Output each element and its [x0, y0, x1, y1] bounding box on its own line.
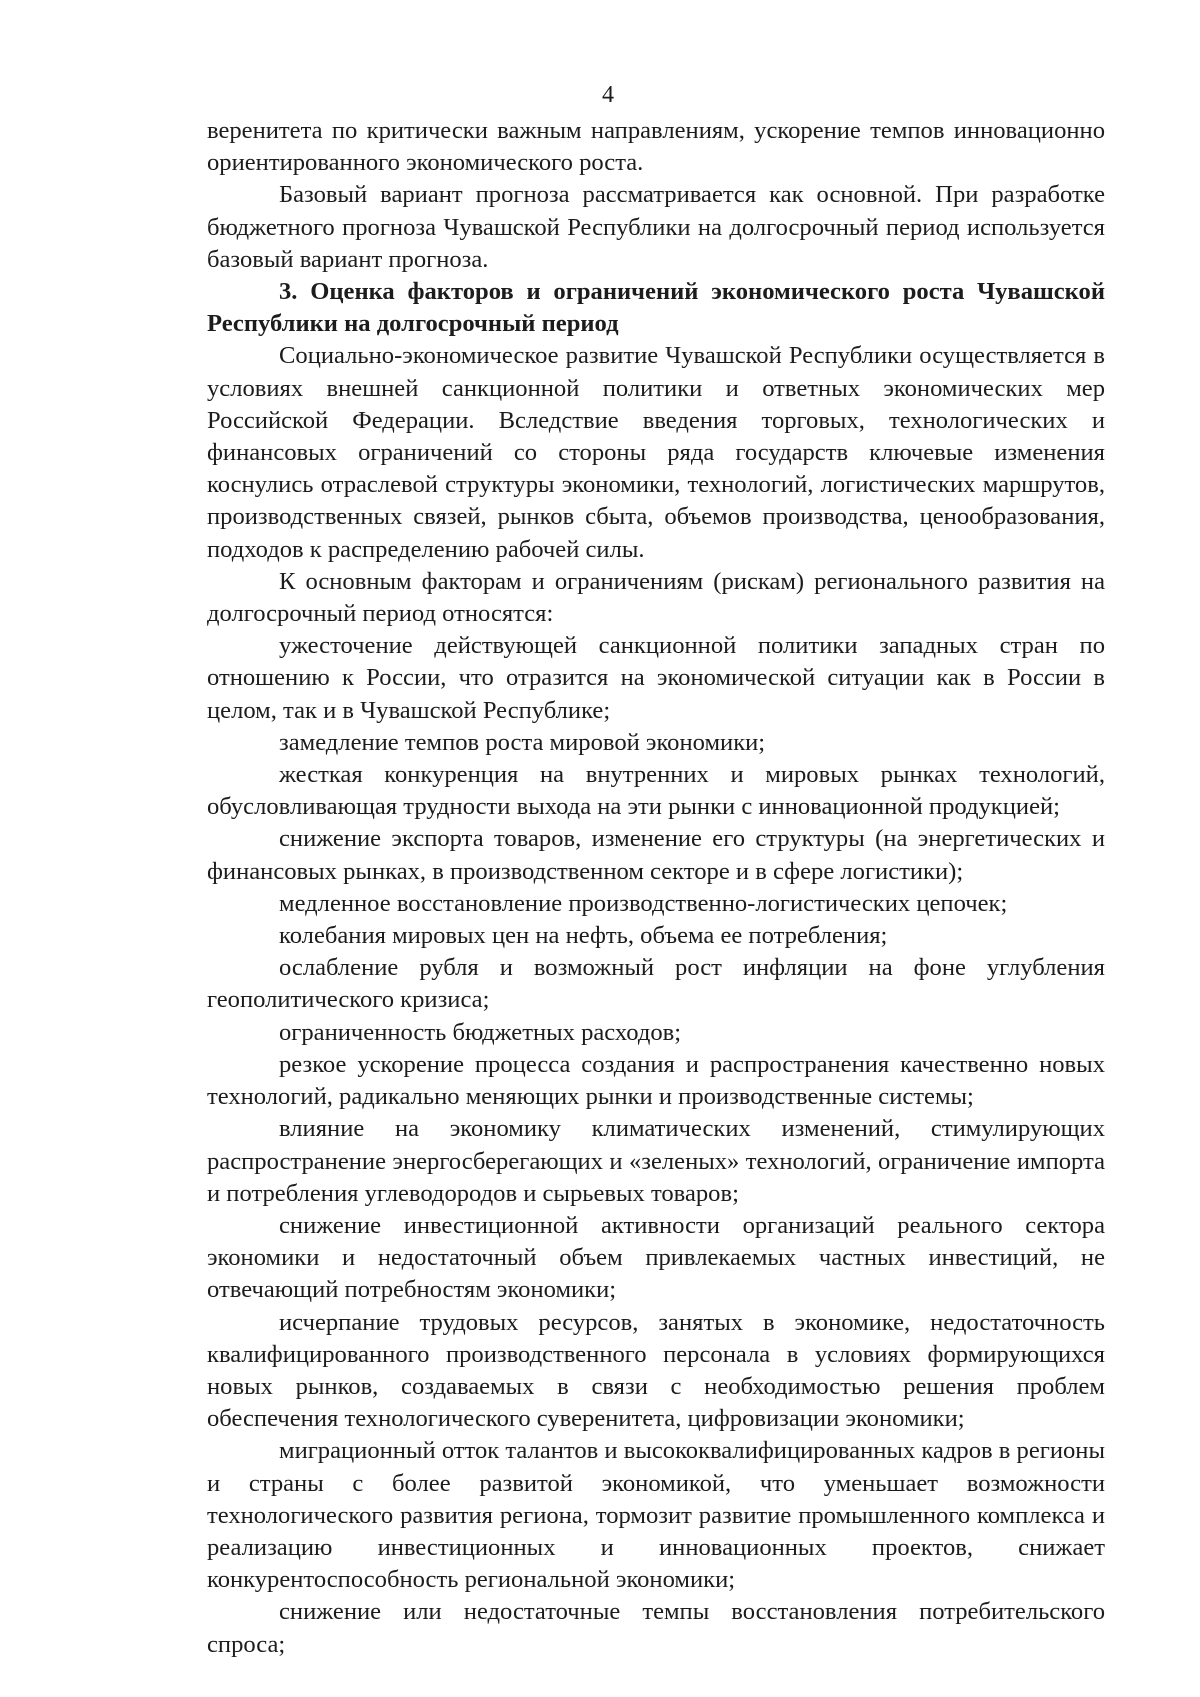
- list-item-supply-chains: медленное восстановление производственно-логистических цепочек;: [279, 889, 1008, 917]
- list-item-demand: снижение или недостаточные темпы восстановления потребительского спроса;: [207, 1598, 1105, 1658]
- list-item-technologies: резкое ускорение процесса создания и распространения качественно новых технологий, радикально меняющих рынки и производственные системы;: [207, 1050, 1105, 1111]
- paragraph-base-scenario: Базовый вариант прогноза рассматривается как основной. При разработке бюджетного прогноза Чувашской Республики на долгосрочный период используется базовый вариант прогноза.: [207, 181, 1105, 273]
- paragraph-intro: Социально-экономическое развитие Чувашской Республики осуществляется в условиях внешней санкционной политики и ответных экономических мер Российской Федерации. Вследствие введения торговых, технологических и финансовых ограничений со стороны ряда государств ключевые изменения коснулись отраслевой структуры экономики, технологий, логистических маршрутов, производственных связей, рынков сбыта, объемов производства, ценообразования, подходов к распределению рабочей силы.: [207, 342, 1105, 563]
- list-item-sanctions: ужесточение действующей санкционной политики западных стран по отношению к России, что отразится на экономической ситуации как в России в целом, так и в Чувашской Республике;: [207, 632, 1105, 724]
- list-item-migration: миграционный отток талантов и высококвалифицированных кадров в регионы и страны с более развитой экономикой, что уменьшает возможности технологического развития региона, тормозит развитие промышленного комплекса и реализацию инвестиционных и инновационных проектов, снижает конкурентоспособность региональной экономики;: [207, 1437, 1105, 1594]
- list-item-ruble: ослабление рубля и возможный рост инфляции на фоне углубления геополитического кризиса;: [207, 954, 1105, 1014]
- list-item-investment: снижение инвестиционной активности организаций реального сектора экономики и недостаточный объем привлекаемых частных инвестиций, не отвечающий потребностям экономики;: [207, 1211, 1105, 1304]
- list-item-export: снижение экспорта товаров, изменение его структуры (на энергетических и финансовых рынках, в производственном секторе и в сфере логистики);: [207, 825, 1105, 885]
- section-heading: 3. Оценка факторов и ограничений экономического роста Чувашской Республики на долгосрочный период: [207, 278, 1105, 338]
- document-body: [207, 115, 1105, 1661]
- list-item-budget: ограниченность бюджетных расходов;: [279, 1018, 682, 1046]
- list-item-labor: исчерпание трудовых ресурсов, занятых в экономике, недостаточность квалифицированного производственного персонала в условиях формирующихся новых рынков, создаваемых в связи с необходимостью решения проблем обеспечения технологического суверенитета, цифровизации экономики;: [207, 1308, 1105, 1433]
- paragraph-factors-lead: К основным факторам и ограничениям (рискам) регионального развития на долгосрочный период относятся:: [207, 567, 1105, 628]
- list-item-slowdown: замедление темпов роста мировой экономики;: [279, 728, 766, 756]
- list-item-oil-prices: колебания мировых цен на нефть, объема ее потребления;: [279, 922, 888, 950]
- list-item-competition: жесткая конкуренция на внутренних и мировых рынках технологий, обусловливающая трудности выхода на эти рынки с инновационной продукцией;: [207, 761, 1105, 821]
- paragraph-continuation: веренитета по критически важным направлениям, ускорение темпов инновационно ориентированного экономического роста.: [207, 117, 1105, 177]
- page-number: 4: [602, 82, 614, 108]
- list-item-climate: влияние на экономику климатических изменений, стимулирующих распространение энергосберегающих и «зеленых» технологий, ограничение импорта и потребления углеводородов и сырьевых товаров;: [207, 1115, 1105, 1207]
